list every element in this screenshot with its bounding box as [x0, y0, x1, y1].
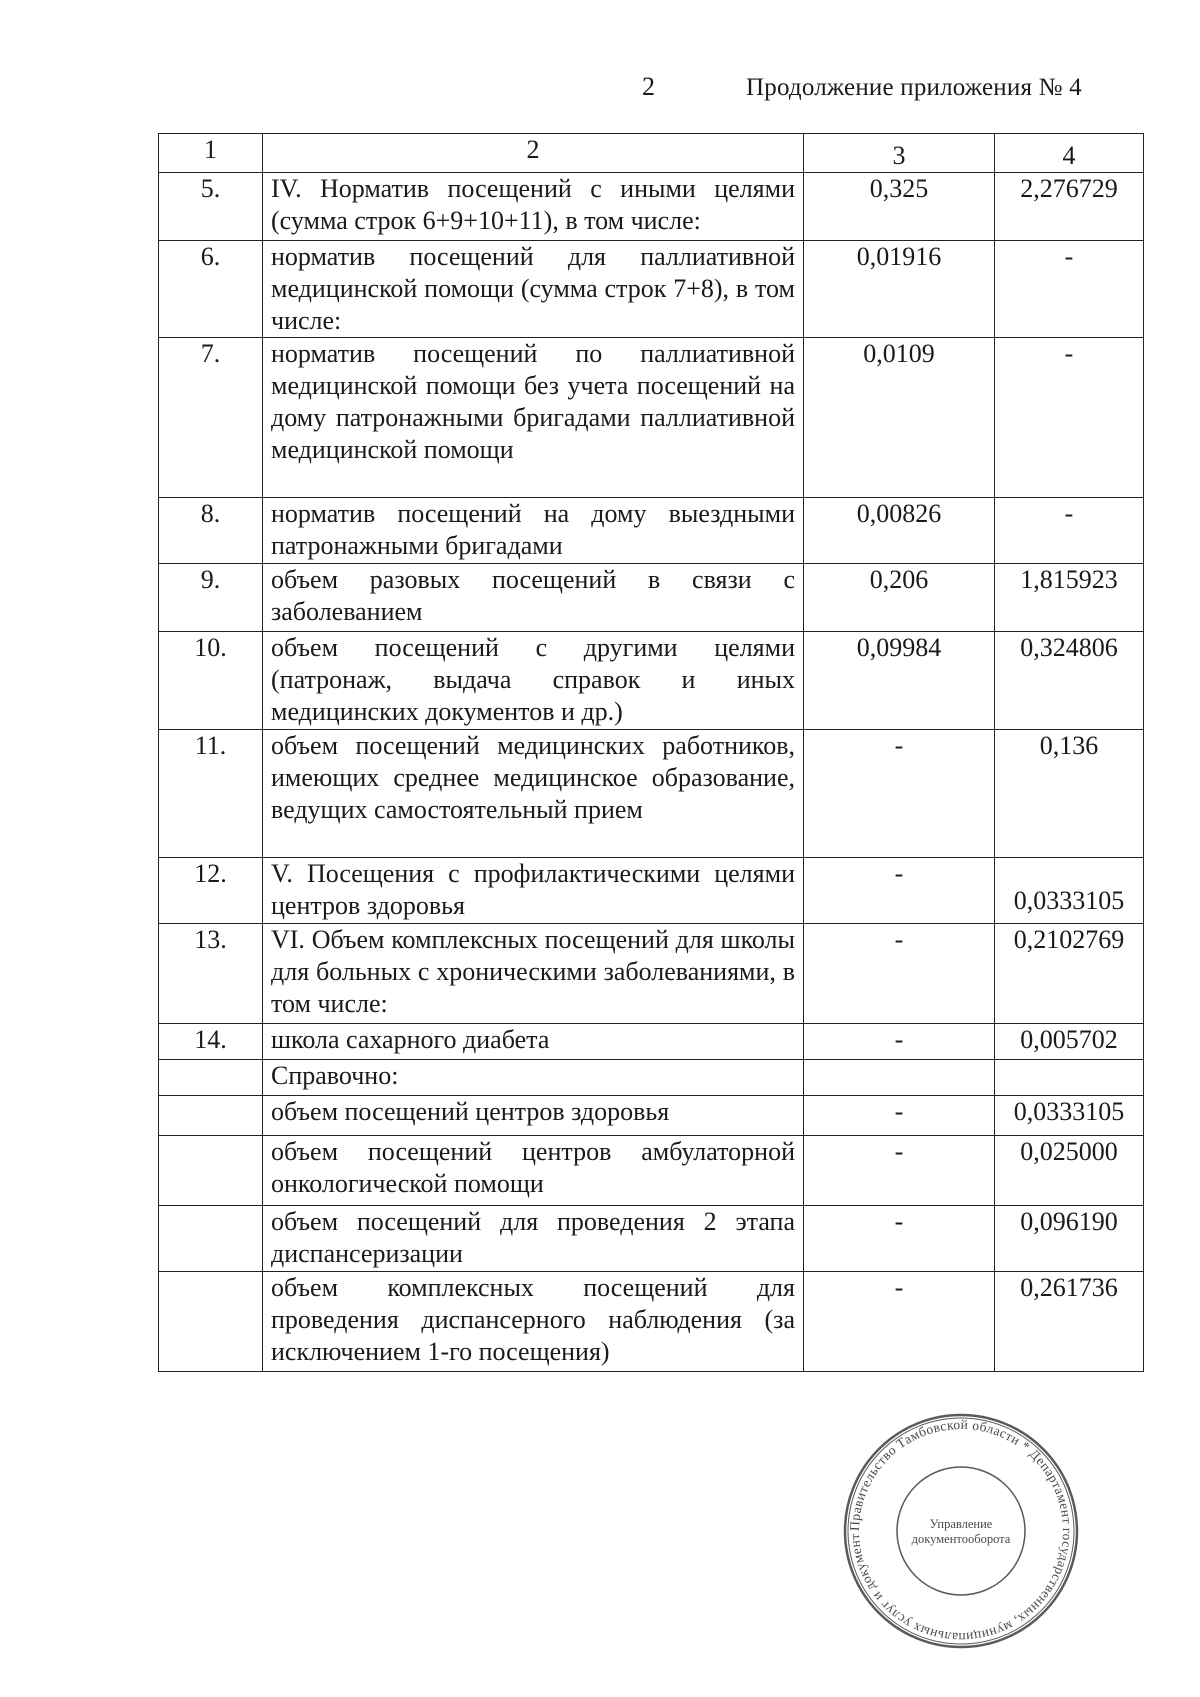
row-value-col3: 0,00826 [804, 498, 995, 564]
row-description: объем посещений медицинских работников, имеющих среднее медицинское образование, ведущих самостоятельный прием [263, 730, 804, 858]
row-number [159, 1206, 263, 1272]
header-cell: 3 [804, 134, 995, 173]
row-description: норматив посещений на дому выездными патронажными бригадами [263, 498, 804, 564]
row-value-col4: 0,0333105 [995, 1096, 1144, 1136]
row-value-col4: 0,324806 [995, 632, 1144, 730]
stamp-center [901, 1501, 1021, 1563]
row-description: объем посещений центров амбулаторной онкологической помощи [263, 1136, 804, 1206]
row-description: норматив посещений по паллиативной медицинской помощи без учета посещений на дому патронажными бригадами паллиативной медицинской помощи [263, 338, 804, 498]
page-number: 2 [642, 72, 655, 101]
row-number [159, 1096, 263, 1136]
row-value-col4: 0,096190 [995, 1206, 1144, 1272]
row-value-col3: - [804, 924, 995, 1024]
row-number: 13. [159, 924, 263, 1024]
header-cell: 4 [995, 134, 1144, 173]
row-value-col4: - [995, 498, 1144, 564]
row-number: 8. [159, 498, 263, 564]
table-header-row [159, 134, 1144, 173]
table-row [159, 632, 1144, 730]
row-value-col3: 0,09984 [804, 632, 995, 730]
row-description: объем разовых посещений в связи с заболеванием [263, 564, 804, 632]
row-number: 7. [159, 338, 263, 498]
table-row [159, 858, 1144, 924]
row-description: IV. Норматив посещений с иными целями (сумма строк 6+9+10+11), в том числе: [263, 173, 804, 241]
row-value-col4: 0,025000 [995, 1136, 1144, 1206]
row-value-col3 [804, 1060, 995, 1096]
row-number: 5. [159, 173, 263, 241]
row-number: 10. [159, 632, 263, 730]
row-value-col4: - [995, 338, 1144, 498]
row-value-col4: 0,2102769 [995, 924, 1144, 1024]
row-description: Справочно: [263, 1060, 804, 1096]
row-value-col3: - [804, 1024, 995, 1060]
row-description: объем посещений с другими целями (патронаж, выдача справок и иных медицинских документов и др.) [263, 632, 804, 730]
row-description: объем комплексных посещений для проведения диспансерного наблюдения (за исключением 1-го посещения) [263, 1272, 804, 1372]
stamp-outer-text: Правительство Тамбовской области * Департамент государственных, муниципальных услуг и документ [846, 1416, 1076, 1646]
row-value-col3: 0,0109 [804, 338, 995, 498]
row-value-col3: - [804, 1096, 995, 1136]
row-value-col3: - [804, 858, 995, 924]
row-value-col3: - [804, 730, 995, 858]
row-description: объем посещений для проведения 2 этапа диспансеризации [263, 1206, 804, 1272]
row-description: объем посещений центров здоровья [263, 1096, 804, 1136]
row-value-col3: 0,206 [804, 564, 995, 632]
table-row [159, 1136, 1144, 1206]
table-row [159, 1060, 1144, 1096]
row-number: 6. [159, 241, 263, 338]
row-description: школа сахарного диабета [263, 1024, 804, 1060]
row-value-col3: 0,325 [804, 173, 995, 241]
row-number: 14. [159, 1024, 263, 1060]
row-value-col4: 0,261736 [995, 1272, 1144, 1372]
table-row [159, 241, 1144, 338]
row-number: 9. [159, 564, 263, 632]
row-number [159, 1060, 263, 1096]
row-value-col4 [995, 1060, 1144, 1096]
table-row [159, 924, 1144, 1024]
row-value-col4: 0,136 [995, 730, 1144, 858]
row-value-col3: - [804, 1206, 995, 1272]
table-row [159, 498, 1144, 564]
row-value-col4: 1,815923 [995, 564, 1144, 632]
table-row [159, 1024, 1144, 1060]
row-description: V. Посещения с профилактическими целями центров здоровья [263, 858, 804, 924]
table-row [159, 338, 1144, 498]
row-description: VI. Объем комплексных посещений для школы для больных с хроническими заболеваниями, в том числе: [263, 924, 804, 1024]
table-row [159, 730, 1144, 858]
header-cell: 1 [159, 134, 263, 173]
row-value-col3: - [804, 1136, 995, 1206]
row-value-col4: 0,0333105 [995, 858, 1144, 924]
norms-table [158, 133, 1144, 1372]
header-cell: 2 [263, 134, 804, 173]
row-description: норматив посещений для паллиативной медицинской помощи (сумма строк 7+8), в том числе: [263, 241, 804, 338]
table-row [159, 1096, 1144, 1136]
row-number [159, 1136, 263, 1206]
table-row [159, 1206, 1144, 1272]
table-row [159, 173, 1144, 241]
stamp-center-line2: документооборота [911, 1532, 1011, 1546]
table-row [159, 564, 1144, 632]
official-stamp [843, 1413, 1079, 1649]
continuation-label: Продолжение приложения № 4 [746, 74, 1082, 101]
row-value-col3: 0,01916 [804, 241, 995, 338]
row-value-col4: 0,005702 [995, 1024, 1144, 1060]
row-value-col4: - [995, 241, 1144, 338]
row-value-col3: - [804, 1272, 995, 1372]
table-row [159, 1272, 1144, 1372]
row-number [159, 1272, 263, 1372]
stamp-center-line1: Управление [929, 1517, 993, 1531]
row-value-col4: 2,276729 [995, 173, 1144, 241]
row-number: 12. [159, 858, 263, 924]
row-number: 11. [159, 730, 263, 858]
